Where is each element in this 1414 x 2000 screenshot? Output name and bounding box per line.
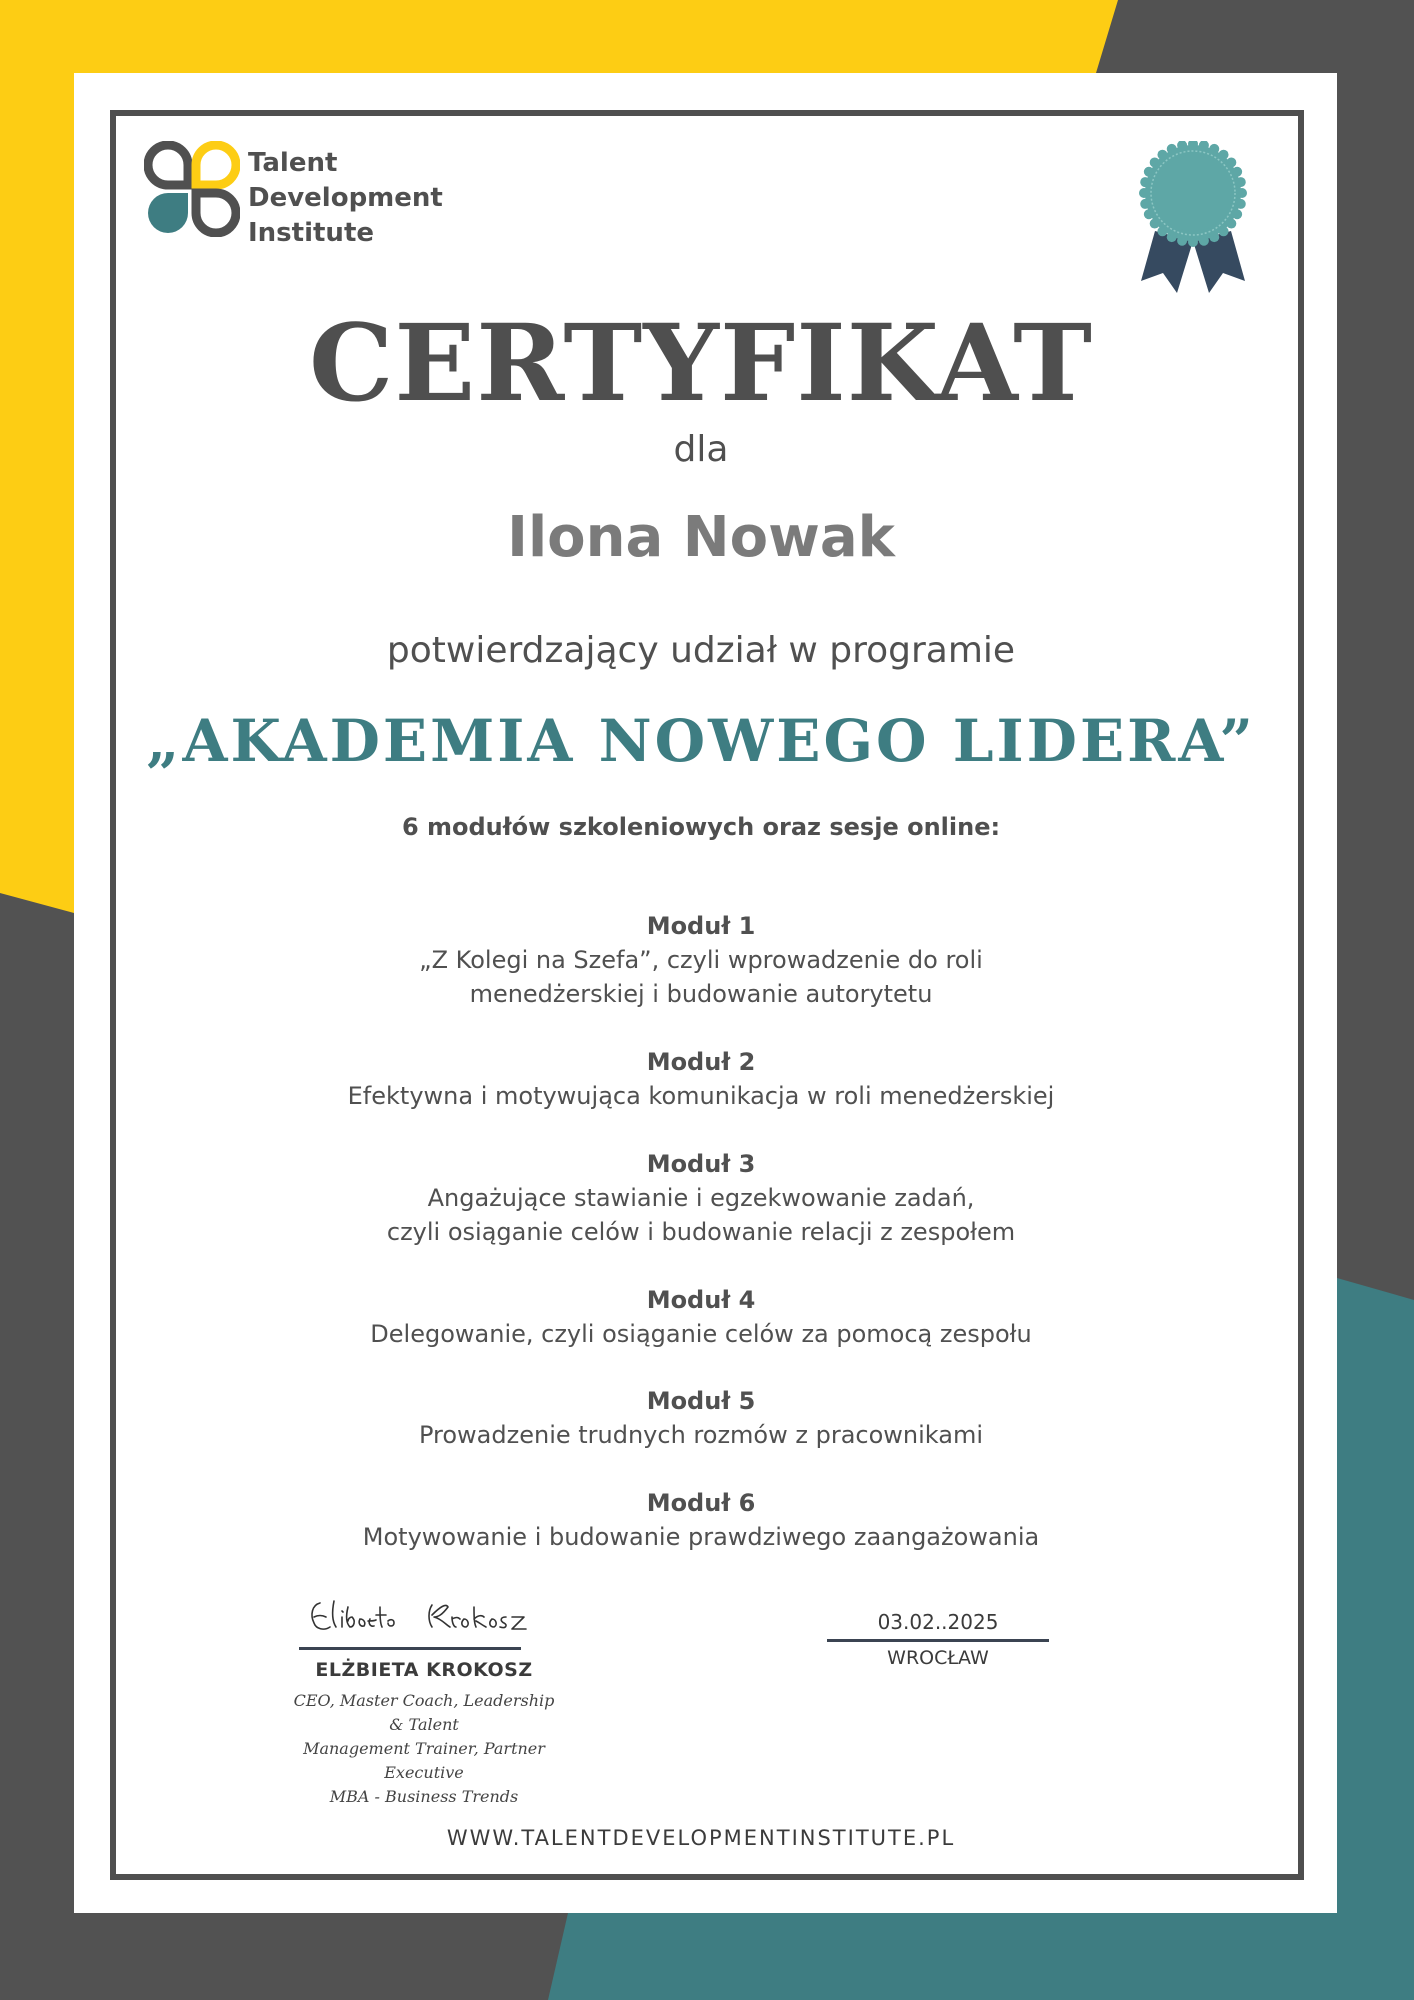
logo-text: [248, 146, 443, 251]
module-3: [74, 1147, 1328, 1249]
module-description-line: Efektywna i motywująca komunikacja w roli menedżerskiej: [347, 1082, 1055, 1110]
module-6: [74, 1486, 1328, 1554]
logo-text-line: Institute: [248, 218, 375, 248]
program-name: „AKADEMIA NOWEGO LIDERA”: [146, 707, 1256, 775]
module-4: [74, 1283, 1328, 1351]
modules-intro: 6 modułów szkoleniowych oraz sesje online:: [401, 813, 1001, 841]
clover-logo-icon: [144, 141, 240, 237]
award-ribbon-icon: [1133, 141, 1253, 299]
signatory-role-line: CEO, Master Coach, Leadership & Talent: [293, 1691, 555, 1734]
module-title: Moduł 2: [646, 1048, 756, 1076]
certificate-card: [74, 73, 1337, 1913]
issue-city: WROCŁAW: [887, 1647, 989, 1669]
handwritten-signature: [302, 1593, 542, 1643]
module-title: Moduł 3: [646, 1150, 756, 1178]
module-title: Moduł 6: [646, 1489, 756, 1517]
module-description-line: menedżerskiej i budowanie autorytetu: [469, 980, 933, 1008]
module-description-line: Motywowanie i budowanie prawdziwego zaangażowania: [362, 1523, 1040, 1551]
recipient-name: Ilona Nowak: [507, 505, 895, 570]
module-description-line: czyli osiąganie celów i budowanie relacji z zespołem: [386, 1218, 1016, 1246]
signature-line: [299, 1647, 521, 1650]
logo-text-line: Development: [248, 183, 443, 213]
module-title: Moduł 4: [646, 1286, 756, 1314]
module-title: Moduł 5: [646, 1387, 756, 1415]
module-1: [74, 909, 1328, 1011]
logo-text-line: Talent: [248, 148, 338, 178]
issue-date-block: [827, 1607, 1049, 1674]
website-url: WWW.TALENTDEVELOPMENTINSTITUTE.PL: [446, 1826, 956, 1850]
certificate-title: CERTYFIKAT: [309, 300, 1093, 425]
module-description-line: „Z Kolegi na Szefa”, czyli wprowadzenie do roli: [419, 946, 983, 974]
signatory-name: ELŻBIETA KROKOSZ: [315, 1659, 533, 1681]
module-title: Moduł 1: [646, 912, 756, 940]
for-label: dla: [673, 429, 729, 470]
module-5: [74, 1384, 1328, 1452]
module-description-line: Prowadzenie trudnych rozmów z pracownikami: [418, 1421, 984, 1449]
signatory-role-line: MBA - Business Trends: [329, 1787, 519, 1806]
module-description-line: Delegowanie, czyli osiąganie celów za pomocą zespołu: [370, 1320, 1032, 1348]
signatory-role-line: Management Trainer, Partner Executive: [303, 1739, 545, 1782]
signatory-role: [284, 1689, 564, 1809]
institute-logo: [144, 141, 444, 251]
module-2: [74, 1045, 1328, 1113]
confirmation-text: potwierdzający udział w programie: [386, 630, 1016, 671]
issue-date: 03.02..2025: [877, 1610, 999, 1634]
module-description-line: Angażujące stawianie i egzekwowanie zadań,: [427, 1184, 975, 1212]
